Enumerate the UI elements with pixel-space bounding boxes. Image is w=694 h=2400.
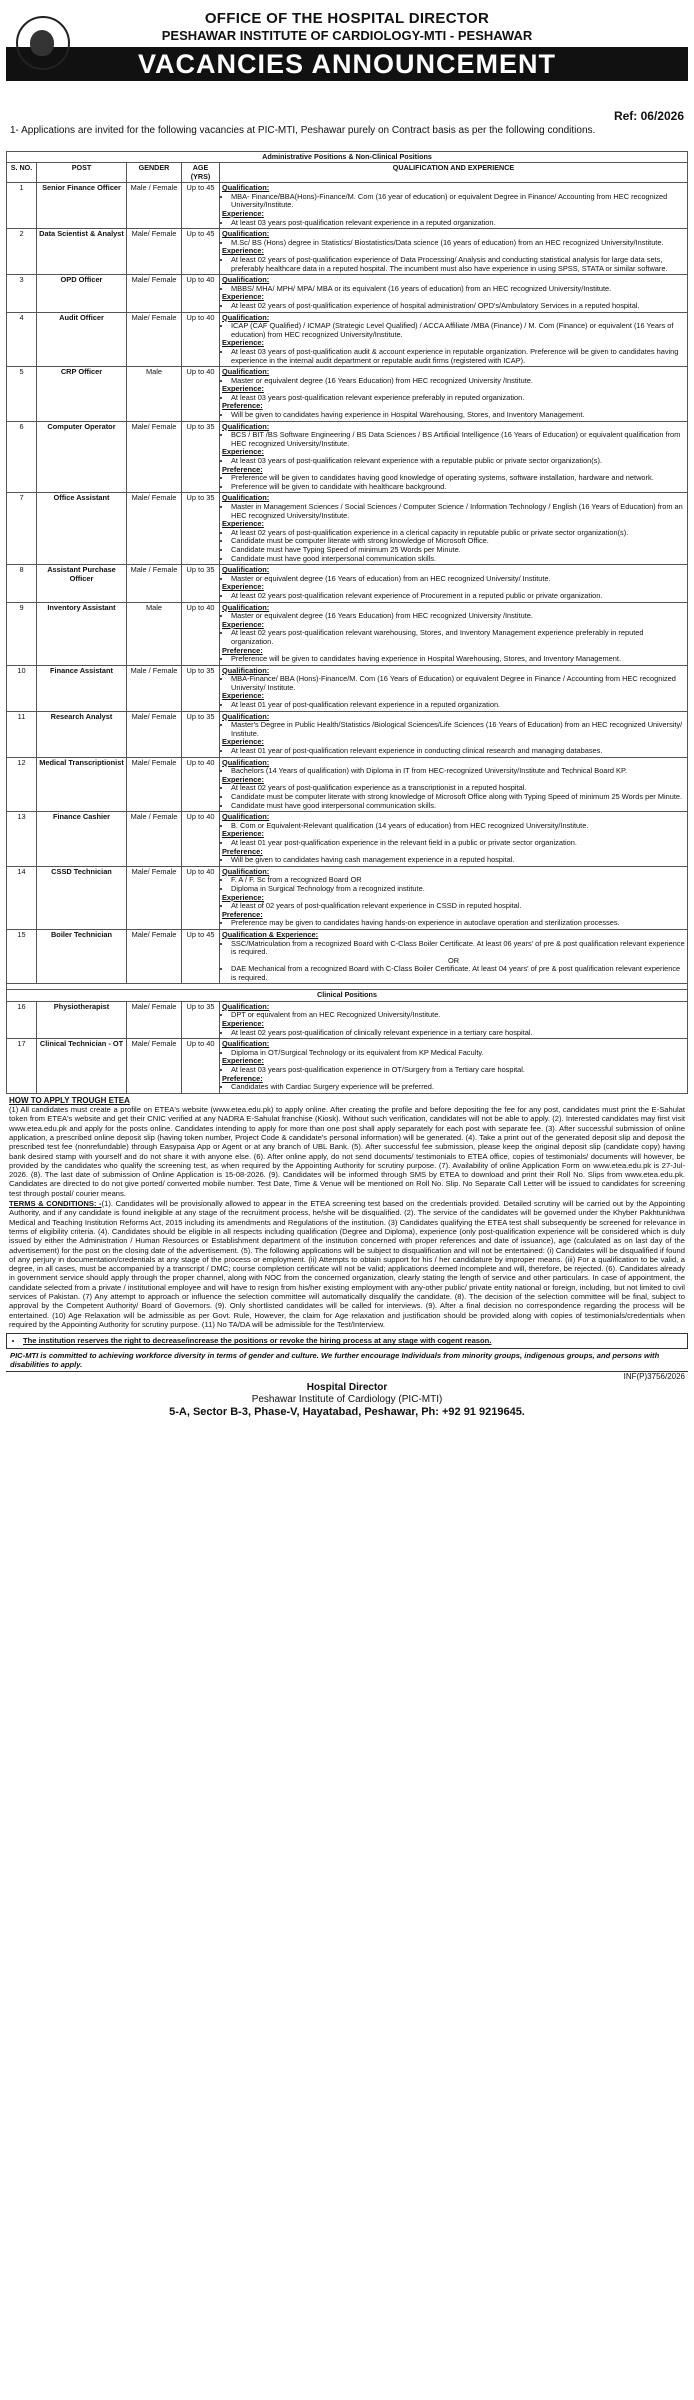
row-age: Up to 45 — [182, 229, 220, 275]
row-qualification — [220, 565, 688, 602]
block-list — [222, 575, 685, 584]
row-age: Up to 45 — [182, 929, 220, 984]
block-list — [222, 411, 685, 420]
block-item: • At least 02 years post-qualification relevant warehousing, Stores, and Inventory Management experience preferably in reputed organization. — [231, 629, 685, 646]
row-post: Inventory Assistant — [37, 602, 127, 665]
row-qualification — [220, 183, 688, 229]
table-row — [7, 421, 688, 493]
row-age: Up to 40 — [182, 312, 220, 367]
row-gender: Male — [127, 367, 182, 422]
block-label: Preference: — [222, 909, 263, 919]
block-item: • B. Com or Equivalent-Relevant qualification (14 years of education) from HEC recognized University/Institute. — [231, 822, 685, 831]
block-label: Qualification: — [222, 812, 270, 822]
col-gender: GENDER — [127, 163, 182, 183]
section-clinical-header: Clinical Positions — [7, 990, 688, 1001]
row-age: Up to 35 — [182, 421, 220, 493]
block-label: Qualification: — [222, 665, 270, 675]
institute-title: PESHAWAR INSTITUTE OF CARDIOLOGY-MTI - PESHAWAR — [161, 28, 533, 43]
block-item: • BCS / BIT /BS Software Engineering / BS Data Sciences / BS Artificial Intelligence (16 Years of Education) or equivalent qualification from HEC recognized University/Institute. — [231, 431, 685, 448]
block-item: • At least 03 years of post-qualification relevant experience with a reputable public or private sector organization(s). — [231, 457, 685, 466]
row-qualification — [220, 602, 688, 665]
row-sno: 7 — [7, 493, 37, 565]
row-gender: Male/ Female — [127, 275, 182, 312]
block-list — [222, 256, 685, 273]
block-item: • Preference will be given to candidates having good knowledge of operating systems, software installation, hardware and network. — [231, 474, 685, 483]
block-item: • F. A / F. Sc from a recognized Board OR — [231, 876, 685, 885]
row-post: CSSD Technician — [37, 866, 127, 929]
row-gender: Male/ Female — [127, 866, 182, 929]
row-gender: Male/ Female — [127, 711, 182, 757]
block-list — [222, 655, 685, 664]
block-list — [222, 394, 685, 403]
table-row — [7, 367, 688, 422]
table-row — [7, 229, 688, 275]
block-list — [222, 822, 685, 831]
block-label: Experience: — [222, 209, 264, 218]
block-item: • At least 02 years post-qualification relevant experience of Procurement in a reputed public or private organization. — [231, 592, 685, 601]
or-separator: OR — [447, 955, 460, 965]
row-age: Up to 40 — [182, 1039, 220, 1094]
col-sno: S. NO. — [7, 163, 37, 183]
block-item: • At least 03 years post-qualification relevant experience in a reputed organization. — [231, 219, 685, 228]
hospital-logo-icon — [16, 16, 70, 70]
block-list — [222, 902, 685, 911]
block-list — [222, 193, 685, 210]
table-row — [7, 602, 688, 665]
row-age: Up to 35 — [182, 565, 220, 602]
block-list — [222, 474, 685, 491]
footer — [6, 1382, 688, 1418]
block-item: • Diploma in Surgical Technology from a recognized institute. — [231, 885, 685, 894]
row-post: Data Scientist & Analyst — [37, 229, 127, 275]
row-sno: 5 — [7, 367, 37, 422]
admin-rows — [7, 183, 688, 984]
block-label: Experience: — [222, 774, 264, 784]
block-label: Experience: — [222, 1019, 264, 1029]
row-gender: Male/ Female — [127, 929, 182, 984]
block-list — [222, 431, 685, 448]
block-item: • At least 02 years of post-qualification experience in a clerical capacity in reputable public or private sector organization(s). — [231, 529, 685, 538]
reference-number: Ref: 06/2026 — [613, 109, 684, 123]
block-item: • At least 03 years post-qualification experience in OT/Surgery from a Tertiary care hospital. — [231, 1066, 685, 1075]
row-post: Research Analyst — [37, 711, 127, 757]
col-qualification: QUALIFICATION AND EXPERIENCE — [220, 163, 688, 183]
table-row — [7, 183, 688, 229]
block-list — [222, 457, 685, 466]
row-post: Finance Assistant — [37, 665, 127, 711]
block-label: Experience: — [222, 1056, 264, 1066]
row-qualification — [220, 711, 688, 757]
block-label: Qualification: — [222, 757, 270, 767]
table-row — [7, 1001, 688, 1038]
block-list — [222, 747, 685, 756]
row-qualification — [220, 812, 688, 867]
block-label: Preference: — [222, 464, 263, 474]
block-list — [222, 767, 685, 776]
vacancies-table — [6, 151, 688, 1094]
row-post: Computer Operator — [37, 421, 127, 493]
row-sno: 4 — [7, 312, 37, 367]
block-item: • MBA- Finance/BBA(Hons)-Finance/M. Com (16 year of education) or equivalent Degree in Finance/ Accounting from HEC recognized University/Institute. — [231, 193, 685, 210]
row-sno: 8 — [7, 565, 37, 602]
block-item: • At least 01 year of post-qualification relevant experience in conducting clinical research and managing databases. — [231, 747, 685, 756]
block-list — [222, 629, 685, 646]
block-item: • Preference will be given to candidate with healthcare background. — [231, 483, 685, 492]
table-row — [7, 866, 688, 929]
row-age: Up to 35 — [182, 711, 220, 757]
row-gender: Male/ Female — [127, 1039, 182, 1094]
block-list — [222, 1066, 685, 1075]
block-list — [222, 219, 685, 228]
block-list — [222, 285, 685, 294]
block-label: Qualification: — [222, 183, 270, 193]
row-sno: 3 — [7, 275, 37, 312]
block-list — [222, 322, 685, 339]
block-item: • MBBS/ MHA/ MPH/ MPA/ MBA or its equivalent (16 years of education) from an HEC recognized University/Institute. — [231, 285, 685, 294]
block-item: • M.Sc/ BS (Hons) degree in Statistics/ Biostatistics/Data science (16 years of education) from an HEC recognized University/Institute. — [231, 239, 685, 248]
row-age: Up to 40 — [182, 275, 220, 312]
block-label: Qualification: — [222, 711, 270, 721]
announcement-banner: VACANCIES ANNOUNCEMENT — [6, 47, 688, 81]
row-qualification — [220, 229, 688, 275]
block-item: • At least of 02 years of post-qualification relevant experience in CSSD in reputed hospital. — [231, 902, 685, 911]
row-sno: 1 — [7, 183, 37, 229]
row-post: Medical Transcriptionist — [37, 757, 127, 812]
block-item: • At least 01 year post-qualification experience in the relevant field in a public or private sector organization. — [231, 839, 685, 848]
block-item: • Will be given to candidates having experience in Hospital Warehousing, Stores, and Inventory Management. — [231, 411, 685, 420]
row-age: Up to 40 — [182, 602, 220, 665]
block-item: • Candidate must have Typing Speed of minimum 25 Words per Minute. — [231, 546, 685, 555]
row-qualification — [220, 757, 688, 812]
block-item: • Candidate must be computer literate with strong knowledge of Microsoft Office. — [231, 537, 685, 546]
block-label: Experience: — [222, 737, 264, 747]
row-age: Up to 40 — [182, 812, 220, 867]
intro-text: 1- Applications are invited for the following vacancies at PIC-MTI, Peshawar purely on Contract basis as per the following conditions. — [10, 125, 596, 136]
block-item: • At least 03 years of post-qualification audit & account experience in reputable organization. Preference will be given to candidates having experience in the internal audit department or reputable audit firms (registered with ICAP). — [231, 348, 685, 365]
table-row — [7, 493, 688, 565]
col-post: POST — [37, 163, 127, 183]
block-list — [222, 919, 685, 928]
row-qualification — [220, 493, 688, 565]
row-sno: 10 — [7, 665, 37, 711]
row-sno: 16 — [7, 1001, 37, 1038]
row-sno: 17 — [7, 1039, 37, 1094]
how-to-apply-body: (1) All candidates must create a profile on ETEA's website (www.etea.edu.pk) to apply online. After creating the profile and before depositing the fee for any post, candidates must print the E-Sahulat token from ETEA's website and get their CNIC verified at any NADRA E-Sahulat franchise (Kiosk). Without such verification, candidates will not be able to apply. (2). Interested candidates may first visit www.etea.edu.pk and apply for the posts online. Candidates intending to apply for more than one post shall apply separately for each post with separate fee. (3). After successful submission of online application, a prescribed online deposit slip (having token number, Project Code & candidate's personal information) will be generated. (4). Take a print out of the generated deposit slip and deposit the prescribed test fee (nonrefundable) through Easypaisa App or Agent or at any branch of UBL Bank. (5). After successful fee submission, please keep the original deposit slip (candidate copy) having bank desired stamp with yourself and do not share it with anyone else. (6). After online apply, do not send documents/ testimonials to ETEA office, copies of testimonials/ documents will however, be provided by the candidates who qualify the screening test, as when required by the Appointing Authority for scrutiny purpose. (7). Availability of online Application Form on www.etea.edu.pk is 27-Jul-2026. (8). The last date of submission of Online Application is 15-08-2026. (9). Candidates will be informed through SMS by ETEA to download and print their Roll No. Slips from www.etea.edu.pk. Candidates are directed to do not give ported/ converted mobile number. Test Date, Time & Venue will be mentioned on Roll No. Slip. No Separate Call Letter will be issued to candidates for screening test through postal/ courier means. — [9, 1105, 685, 1198]
block-list — [222, 302, 685, 311]
block-label: Experience: — [222, 447, 264, 457]
block-item: • Master or equivalent degree (16 Years of education) from an HEC recognized University/ Institute. — [231, 575, 685, 584]
row-qualification — [220, 367, 688, 422]
reserve-note-box — [6, 1333, 688, 1348]
block-label: Experience: — [222, 292, 264, 302]
table-row — [7, 275, 688, 312]
row-gender: Male / Female — [127, 565, 182, 602]
block-item: • At least 02 years post-qualification of clinically relevant experience in a tertiary care hospital. — [231, 1029, 685, 1038]
row-age: Up to 40 — [182, 757, 220, 812]
row-qualification — [220, 1039, 688, 1094]
block-item: • Candidates with Cardiac Surgery experience will be preferred. — [231, 1083, 685, 1092]
block-list — [222, 529, 685, 563]
table-row — [7, 665, 688, 711]
block-item: • Master's Degree in Public Health/Statistics /Biological Sciences/Life Sciences (16 Years of Education) from an HEC recognized University/ Institute. — [231, 721, 685, 738]
row-gender: Male/ Female — [127, 757, 182, 812]
row-gender: Male/ Female — [127, 229, 182, 275]
table-row — [7, 312, 688, 367]
reserve-note: • The institution reserves the right to decrease/increase the positions or revoke the hiring process at any stage with cogent reason. — [23, 1336, 683, 1345]
row-sno: 13 — [7, 812, 37, 867]
footer-title: Hospital Director — [306, 1382, 388, 1394]
row-sno: 9 — [7, 602, 37, 665]
block-label: Qualification: — [222, 1001, 270, 1011]
row-age: Up to 35 — [182, 665, 220, 711]
block-list — [222, 503, 685, 520]
row-sno: 12 — [7, 757, 37, 812]
row-post: Senior Finance Officer — [37, 183, 127, 229]
row-gender: Male / Female — [127, 812, 182, 867]
how-to-apply-title: HOW TO APPLY TROUGH ETEA — [9, 1095, 130, 1105]
block-label: Experience: — [222, 338, 264, 348]
row-sno: 14 — [7, 866, 37, 929]
terms-title: TERMS & CONDITIONS: - — [9, 1199, 102, 1209]
block-item: • DAE Mechanical from a recognized Board with C-Class Boiler Certificate. At least 04 years' of pre & post qualification relevant experience is required. — [231, 965, 685, 982]
row-age: Up to 35 — [182, 1001, 220, 1038]
row-post: Finance Cashier — [37, 812, 127, 867]
row-qualification — [220, 1001, 688, 1038]
block-list — [222, 612, 685, 621]
block-label: Experience: — [222, 582, 264, 592]
row-post: Clinical Technician - OT — [37, 1039, 127, 1094]
row-post: Office Assistant — [37, 493, 127, 565]
block-label: Preference: — [222, 645, 263, 655]
block-list — [222, 856, 685, 865]
col-age: AGE (YRS) — [182, 163, 220, 183]
how-to-apply — [6, 1094, 688, 1331]
row-post: Boiler Technician — [37, 929, 127, 984]
row-sno: 11 — [7, 711, 37, 757]
row-post: Physiotherapist — [37, 1001, 127, 1038]
block-item: • Candidate must be computer literate with strong knowledge of Microsoft Office along with Typing Speed of minimum 25 Words per Minute. — [231, 793, 685, 802]
block-item: • At least 02 years of post-qualification experience of Data Processing/ Analysis and conducting statistical analysis for large data sets, preferably healthcare data in a reputed hospital. The incumbent must also have experience in using SPSS, STATA or similar software. — [231, 256, 685, 273]
block-item: • Master in Management Sciences / Social Sciences / Computer Science / Information Technology / English (16 Years of Education) from an HEC recognized University/Institute. — [231, 503, 685, 520]
block-list — [222, 1029, 685, 1038]
block-item: • Preference will be given to candidates having experience in Hospital Warehousing, Stores, and Inventory Management. — [231, 655, 685, 664]
row-sno: 2 — [7, 229, 37, 275]
block-item: • At least 01 year of post-qualification relevant experience in a reputed organization. — [231, 701, 685, 710]
inf-number: INF(P)3756/2026 — [623, 1372, 685, 1382]
block-list — [222, 721, 685, 738]
block-list — [222, 1011, 685, 1020]
row-post: CRP Officer — [37, 367, 127, 422]
block-item: • Will be given to candidates having cash management experience in a reputed hospital. — [231, 856, 685, 865]
table-row — [7, 711, 688, 757]
row-post: OPD Officer — [37, 275, 127, 312]
row-age: Up to 35 — [182, 493, 220, 565]
block-list — [222, 239, 685, 248]
block-label: Qualification: — [222, 312, 270, 322]
block-label: Experience: — [222, 519, 264, 529]
block-list — [222, 1083, 685, 1092]
row-qualification — [220, 275, 688, 312]
block-label: Experience: — [222, 829, 264, 839]
row-qualification — [220, 421, 688, 493]
block-item: • Diploma in OT/Surgical Technology or its equivalent from KP Medical Faculty. — [231, 1049, 685, 1058]
table-row — [7, 812, 688, 867]
block-label: Qualification: — [222, 421, 270, 431]
row-post: Assistant Purchase Officer — [37, 565, 127, 602]
block-item: • Candidate must have good interpersonal communication skills. — [231, 555, 685, 564]
block-label: Qualification: — [222, 493, 270, 503]
section-admin-header: Administrative Positions & Non-Clinical Positions — [7, 152, 688, 163]
block-list — [222, 1049, 685, 1058]
block-label: Qualification: — [222, 229, 270, 239]
footer-address: 5-A, Sector B-3, Phase-V, Hayatabad, Peshawar, Ph: +92 91 9219645. — [169, 1406, 525, 1419]
row-sno: 15 — [7, 929, 37, 984]
block-item: • Master or equivalent degree (16 Years Education) from HEC recognized University /Institute. — [231, 612, 685, 621]
block-item: • Bachelors (14 Years of qualification) with Diploma in IT from HEC-recognized University/Institute and Technical Board KP. — [231, 767, 685, 776]
row-qualification — [220, 312, 688, 367]
block-label: Qualification: — [222, 275, 270, 285]
block-list — [222, 701, 685, 710]
table-row — [7, 757, 688, 812]
block-label: Qualification & Experience: — [222, 929, 319, 939]
block-label: Qualification: — [222, 602, 270, 612]
block-list — [222, 377, 685, 386]
block-label: Experience: — [222, 619, 264, 629]
office-title: OFFICE OF THE HOSPITAL DIRECTOR — [204, 10, 490, 27]
block-label: Experience: — [222, 892, 264, 902]
block-label: Qualification: — [222, 1039, 270, 1049]
block-item: • DPT or equivalent from an HEC Recognized University/Institute. — [231, 1011, 685, 1020]
table-row — [7, 1039, 688, 1094]
row-gender: Male / Female — [127, 665, 182, 711]
row-qualification — [220, 866, 688, 929]
block-label: Experience: — [222, 384, 264, 394]
block-item: • ICAP (CAF Qualified) / ICMAP (Strategic Level Qualified) / ACCA Affiliate /MBA (Finance) / M. Com (Finance) or equivalent (16 Years of education) from HEC recognized University/Institute. — [231, 322, 685, 339]
row-sno: 6 — [7, 421, 37, 493]
block-list — [222, 675, 685, 692]
block-label: Preference: — [222, 401, 263, 411]
block-item: • Master or equivalent degree (16 Years Education) from HEC recognized University /Institute. — [231, 377, 685, 386]
footer-institute: Peshawar Institute of Cardiology (PIC-MTI) — [251, 1394, 443, 1406]
row-gender: Male/ Female — [127, 312, 182, 367]
block-label: Experience: — [222, 691, 264, 701]
block-list — [222, 839, 685, 848]
block-label: Qualification: — [222, 367, 270, 377]
table-row — [7, 929, 688, 984]
row-qualification — [220, 929, 688, 984]
row-age: Up to 45 — [182, 183, 220, 229]
block-list — [222, 348, 685, 365]
row-gender: Male / Female — [127, 183, 182, 229]
block-list — [222, 784, 685, 810]
row-gender: Male/ Female — [127, 493, 182, 565]
block-label: Qualification: — [222, 565, 270, 575]
diversity-statement: PIC-MTI is committed to achieving workforce diversity in terms of gender and culture. We further encourage Individuals from minority groups, indigenous groups, and persons with disabilities to apply. — [6, 1349, 688, 1373]
block-label: Experience: — [222, 246, 264, 256]
block-label: Qualification: — [222, 866, 270, 876]
block-list — [222, 876, 685, 893]
row-gender: Male — [127, 602, 182, 665]
block-label: Preference: — [222, 846, 263, 856]
row-age: Up to 40 — [182, 367, 220, 422]
block-label: Preference: — [222, 1073, 263, 1083]
table-row — [7, 565, 688, 602]
block-item: • At least 03 years post-qualification relevant experience preferably in reputed organization. — [231, 394, 685, 403]
block-item: • At least 02 years of post-qualification experience of hospital administration/ OPD's/Ambulatory Services in a reputed hospital. — [231, 302, 685, 311]
row-qualification — [220, 665, 688, 711]
row-gender: Male/ Female — [127, 1001, 182, 1038]
block-item: • Candidate must have good interpersonal communication skills. — [231, 802, 685, 811]
table-header-row — [7, 163, 688, 183]
terms-body: (1). Candidates will be provisionally allowed to appear in the ETEA screening test based on the credentials provided. Detailed scrutiny will be carried out by the Appointing Authority, and if any candidate is found ineligible at any stage of the recruitment process, he/she will be disqualified. (2). The service of the candidates will be governed under the Khyber Pakhtunkhwa Medical and Teaching Institution Reforms Act, 2015 including its amendments and Regulations of the institution. (3) Candidates qualifying the ETEA test shall subsequently be screened for relevance in terms of eligibility criteria. (4). Candidates should be eligible in all respects including qualification (Degree and Diploma), experience (only post-qualification experience will be considered which is duly issued by either the Administration / Human Resources or Establishment department of the institution concerned with proper references and date of issuance), age (calculated as on last day of the advertisement) for the post on the closing date of the advertisement. (5). The following applications will be subject to disqualification and will not be entertained: (i) Candidates will be disqualified if found of any perjury in documentation/credentials at any stage of the process or employment. (ii) Attempts to obtain support for his / her candidature by improper means. (iii) For a qualification to be valid, a degree, in all cases, must be accompanied by a transcript / DMC; course completion certificate will not be valid; applications deemed incomplete and will, therefore, be rejected. (6). Candidates already in government service should apply through the proper channel, along with NOC from the concerned organization, clearly stating the length of service and other particulars. In case of appointment, the candidate selected from a private / institutional employee and will have to resign from his/her existing employment with any-other public/ private entity national or foreign, including, but not limited to civil services of Pakistan. (7) Any attempt to approach or influence the selection committee will automatically disqualify the candidate. (8). The decision of the selection committee will be final, subject to approval by the Competent Authority/ Board of Governors. (9). Only shortlisted candidates will be called for interviews. (9). After a final decision no correspondence regarding the process will be entertained. (10) Age Relaxation will be admissible as per Govt. Rule, However, the claim for Age relaxation and justification should be provided along with copies of testimonials/credentials when required by the Appointing Authority for scrutiny purpose. (11) No TA/DA will be admissible for the Test/Interview. — [9, 1199, 685, 1329]
row-age: Up to 40 — [182, 866, 220, 929]
clinical-rows — [7, 1001, 688, 1093]
block-list — [222, 592, 685, 601]
row-post: Audit Officer — [37, 312, 127, 367]
block-item: • At least 02 years of post-qualification experience as a transcriptionist in a reputed hospital. — [231, 784, 685, 793]
row-gender: Male/ Female — [127, 421, 182, 493]
block-item: • SSC/Matriculation from a recognized Board with C-Class Boiler Certificate. At least 06 years' of pre & post qualification relevant experience is required. — [231, 940, 685, 957]
header — [6, 10, 688, 106]
block-list — [222, 940, 685, 957]
block-item: • MBA-Finance/ BBA (Hons)-Finance/M. Com (16 Years of Education) or equivalent Degree in Finance / Accounting from HEC recognized University/ Institute. — [231, 675, 685, 692]
block-list-2 — [222, 965, 685, 982]
block-item: • Preference may be given to candidates having hands-on experience in autoclave operation and sterilization processes. — [231, 919, 685, 928]
